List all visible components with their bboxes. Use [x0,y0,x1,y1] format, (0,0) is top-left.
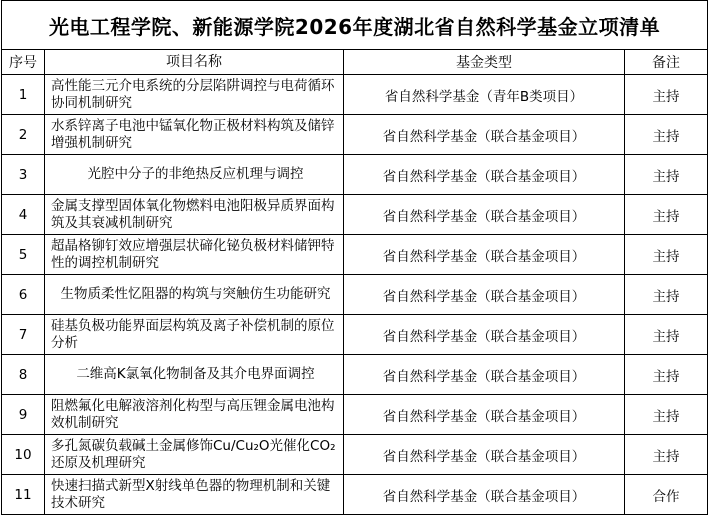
table-row [2,75,708,115]
table-row [2,115,708,155]
role-note: 主持 [625,395,708,435]
title-row [2,1,708,50]
fund-type: 省自然科学基金（联合基金项目） [344,115,625,155]
role-note: 主持 [625,275,708,315]
header-name: 项目名称 [45,50,344,75]
row-num: 4 [2,195,45,235]
role-note: 主持 [625,235,708,275]
project-name: 金属支撑型固体氧化物燃料电池阳极异质界面构筑及其衰减机制研究 [45,195,344,235]
row-num: 2 [2,115,45,155]
header-type: 基金类型 [344,50,625,75]
row-num: 7 [2,315,45,355]
project-name: 多孔氮碳负载碱土金属修饰Cu/Cu₂O光催化CO₂还原及机理研究 [45,435,344,475]
table-row [2,435,708,475]
table-row [2,155,708,195]
role-note: 主持 [625,75,708,115]
fund-type: 省自然科学基金（联合基金项目） [344,155,625,195]
project-name: 二维高K氯氧化物制备及其介电界面调控 [45,355,344,395]
row-num: 5 [2,235,45,275]
row-num: 3 [2,155,45,195]
row-num: 10 [2,435,45,475]
project-name: 高性能三元介电系统的分层陷阱调控与电荷循环协同机制研究 [45,75,344,115]
role-note: 主持 [625,155,708,195]
fund-type: 省自然科学基金（联合基金项目） [344,435,625,475]
header-note: 备注 [625,50,708,75]
fund-type: 省自然科学基金（联合基金项目） [344,275,625,315]
header-row [2,50,708,75]
role-note: 合作 [625,475,708,515]
project-name: 生物质柔性忆阻器的构筑与突触仿生功能研究 [45,275,344,315]
table-row [2,475,708,515]
role-note: 主持 [625,315,708,355]
row-num: 11 [2,475,45,515]
table-row [2,315,708,355]
role-note: 主持 [625,115,708,155]
fund-type: 省自然科学基金（联合基金项目） [344,235,625,275]
header-num: 序号 [2,50,45,75]
project-name: 超晶格铆钉效应增强层状碲化铋负极材料储钾特性的调控机制研究 [45,235,344,275]
role-note: 主持 [625,195,708,235]
project-name: 快速扫描式新型X射线单色器的物理机制和关键技术研究 [45,475,344,515]
role-note: 主持 [625,355,708,395]
project-list-sheet [1,0,707,515]
project-name: 阻燃氟化电解液溶剂化构型与高压锂金属电池构效机制研究 [45,395,344,435]
table-row [2,395,708,435]
fund-type: 省自然科学基金（青年B类项目） [344,75,625,115]
fund-type: 省自然科学基金（联合基金项目） [344,315,625,355]
project-name: 水系锌离子电池中锰氧化物正极材料构筑及储锌增强机制研究 [45,115,344,155]
table-row [2,235,708,275]
project-name: 硅基负极功能界面层构筑及离子补偿机制的原位分析 [45,315,344,355]
fund-type: 省自然科学基金（联合基金项目） [344,195,625,235]
project-name: 光腔中分子的非绝热反应机理与调控 [45,155,344,195]
row-num: 1 [2,75,45,115]
sheet-title: 光电工程学院、新能源学院2026年度湖北省自然科学基金立项清单 [2,1,708,50]
fund-type: 省自然科学基金（联合基金项目） [344,395,625,435]
fund-type: 省自然科学基金（联合基金项目） [344,355,625,395]
project-table [1,0,708,515]
table-row [2,195,708,235]
fund-type: 省自然科学基金（联合基金项目） [344,475,625,515]
table-row [2,275,708,315]
row-num: 6 [2,275,45,315]
role-note: 主持 [625,435,708,475]
row-num: 9 [2,395,45,435]
table-row [2,355,708,395]
row-num: 8 [2,355,45,395]
